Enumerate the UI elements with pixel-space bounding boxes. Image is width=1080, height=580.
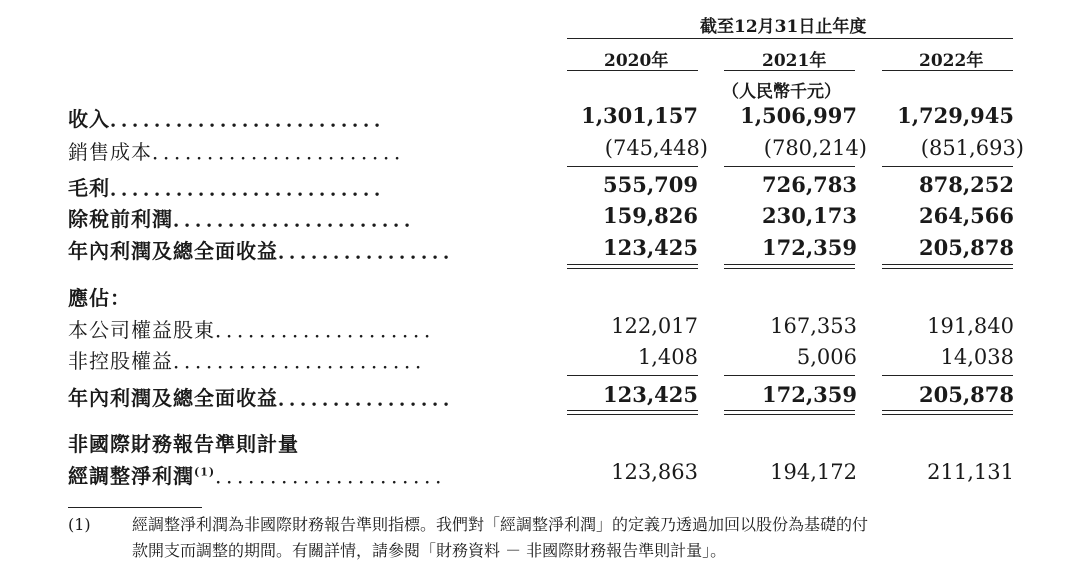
row-label-non-controlling: 非控股權益．．．．．．．．．．．．．．．．．．．．．．． [68, 349, 436, 373]
subtotal-rule-2022 [882, 166, 1013, 167]
row-label-profit-for-year-total: 年內利潤及總全面收益．．．．．．．．．．．．．．．． [68, 386, 464, 410]
unit-label: （人民幣千元） [722, 82, 841, 102]
row-label-cost-of-sales: 銷售成本．．．．．．．．．．．．．．．．．．．．．．． [68, 140, 415, 164]
profit-before-tax-2021: 230,173 [762, 203, 857, 228]
cost-of-sales-2022: (851,693) [920, 136, 1024, 160]
subtotal2-rule-2021 [724, 375, 855, 376]
row-label-equity-shareholders: 本公司權益股東．．．．．．．．．．．．．．．．．．．． [68, 318, 445, 342]
row-label-revenue: 收入．．．．．．．．．．．．．．．．．．．．．．．．． [68, 107, 395, 131]
equity-shareholders-2020: 122,017 [611, 314, 698, 338]
double-rule2-2020 [567, 410, 698, 415]
non-controlling-2022: 14,038 [940, 345, 1014, 369]
adjusted-net-profit-2020: 123,863 [611, 460, 698, 484]
profit-before-tax-2022: 264,566 [919, 203, 1014, 228]
double-rule-2022 [882, 264, 1013, 269]
footnote-line-2: 款開支而調整的期間。有關詳情，請參閱「財務資料 － 非國際財務報告準則計量」。 [132, 541, 727, 560]
year-2021-header: 2021年 [762, 51, 827, 71]
cost-of-sales-2020: (745,448) [604, 136, 708, 160]
profit-for-year-2021: 172,359 [762, 235, 857, 260]
double-rule2-2021 [724, 410, 855, 415]
section-attributable: 應佔： [68, 286, 131, 310]
year-rule-2020 [567, 70, 698, 71]
subtotal-rule-2020 [567, 166, 698, 167]
profit-for-year-total-2021: 172,359 [762, 382, 857, 407]
double-rule2-2022 [882, 410, 1013, 415]
period-header: 截至12月31日止年度 [700, 17, 867, 37]
profit-for-year-total-2020: 123,425 [603, 382, 698, 407]
subtotal2-rule-2020 [567, 375, 698, 376]
row-label-adjusted-net-profit: 經調整淨利潤$^{(1)}$．．．．．．．．．．．．．．．．．．．．． [68, 464, 457, 488]
profit-for-year-2020: 123,425 [603, 235, 698, 260]
double-rule-2021 [724, 264, 855, 269]
adjusted-net-profit-2021: 194,172 [770, 460, 857, 484]
footnote-line-1: 經調整淨利潤為非國際財務報告準則指標。我們對「經調整淨利潤」的定義乃透過加回以股份為基礎的付 [132, 515, 869, 534]
section-non-ifrs: 非國際財務報告準則計量 [68, 432, 299, 456]
gross-profit-2022: 878,252 [919, 172, 1014, 197]
profit-before-tax-2020: 159,826 [603, 203, 698, 228]
year-rule-2022 [882, 70, 1013, 71]
non-controlling-2021: 5,006 [796, 345, 857, 369]
revenue-2020: 1,301,157 [581, 103, 698, 128]
footnote-separator [68, 507, 202, 508]
profit-for-year-2022: 205,878 [919, 235, 1014, 260]
footnote-ref: (1) [194, 465, 216, 479]
period-rule [567, 38, 1013, 39]
non-controlling-2020: 1,408 [637, 345, 698, 369]
gross-profit-2020: 555,709 [603, 172, 698, 197]
year-rule-2021 [724, 70, 855, 71]
double-rule-2020 [567, 264, 698, 269]
adjusted-net-profit-2022: 211,131 [927, 460, 1014, 484]
year-2022-header: 2022年 [919, 51, 984, 71]
gross-profit-2021: 726,783 [762, 172, 857, 197]
subtotal-rule-2021 [724, 166, 855, 167]
row-label-profit-for-year: 年內利潤及總全面收益．．．．．．．．．．．．．．．． [68, 239, 464, 263]
year-2020-header: 2020年 [604, 51, 669, 71]
subtotal2-rule-2022 [882, 375, 1013, 376]
profit-for-year-total-2022: 205,878 [919, 382, 1014, 407]
equity-shareholders-2021: 167,353 [770, 314, 857, 338]
revenue-2022: 1,729,945 [897, 103, 1014, 128]
footnote-marker: (1) [68, 515, 91, 534]
row-label-profit-before-tax: 除稅前利潤．．．．．．．．．．．．．．．．．．．．．． [68, 207, 425, 231]
row-label-gross-profit: 毛利．．．．．．．．．．．．．．．．．．．．．．．．． [68, 176, 395, 200]
cost-of-sales-2021: (780,214) [763, 136, 867, 160]
equity-shareholders-2022: 191,840 [927, 314, 1014, 338]
revenue-2021: 1,506,997 [740, 103, 857, 128]
